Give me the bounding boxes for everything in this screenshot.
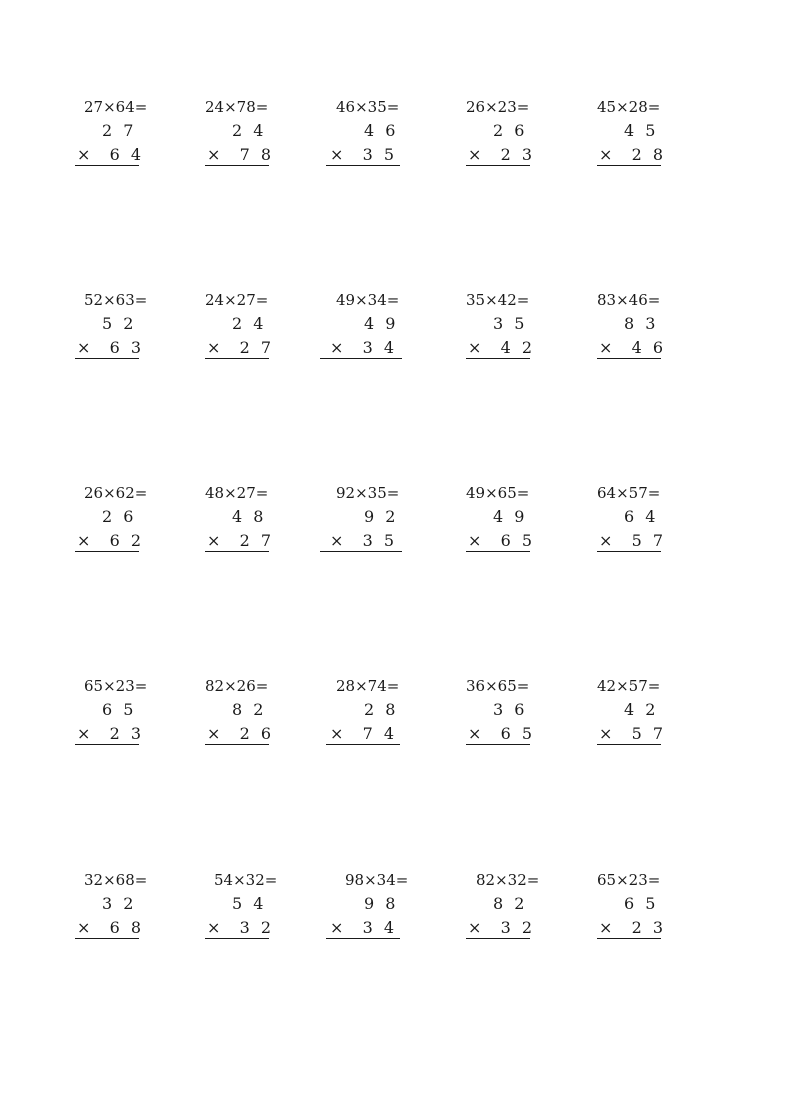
multiplier-row: × 2 7 — [207, 338, 275, 357]
problem-expression: 83×46= — [597, 291, 661, 309]
problem-expression: 54×32= — [214, 871, 278, 889]
problem-expression: 32×68= — [84, 871, 148, 889]
problem-expression: 24×78= — [205, 98, 269, 116]
multiplier-row: × 6 2 — [77, 531, 145, 550]
problem-item — [597, 484, 707, 554]
multiplier-row: × 2 8 — [599, 145, 667, 164]
problem-expression: 49×65= — [466, 484, 530, 502]
multiplier-row: × 2 3 — [468, 145, 536, 164]
multiplier-row: × 2 3 — [599, 918, 667, 937]
multiplier-row: × 3 4 — [326, 919, 400, 939]
multiplicand: 2 7 — [102, 121, 137, 140]
problem-item — [205, 677, 315, 747]
multiplier-row: × 6 5 — [468, 724, 536, 743]
multiplicand: 2 6 — [102, 507, 137, 526]
problem-item — [466, 871, 576, 941]
problem-item — [75, 871, 185, 941]
multiplier-row: × 6 3 — [77, 338, 145, 357]
multiplicand: 6 4 — [624, 507, 659, 526]
problem-item — [326, 291, 436, 361]
multiplicand: 3 2 — [102, 894, 137, 913]
multiplier-row: × 2 3 — [77, 724, 145, 743]
problem-expression: 24×27= — [205, 291, 269, 309]
problem-expression: 26×23= — [466, 98, 530, 116]
problem-item — [75, 484, 185, 554]
problem-item — [326, 484, 436, 554]
multiplicand: 8 3 — [624, 314, 659, 333]
problem-item — [205, 291, 315, 361]
multiplier-row: × 3 5 — [320, 532, 402, 552]
problem-item — [205, 871, 315, 941]
problem-expression: 42×57= — [597, 677, 661, 695]
problem-item — [597, 871, 707, 941]
problem-expression: 98×34= — [345, 871, 409, 889]
problem-item — [466, 291, 576, 361]
multiplicand: 8 2 — [493, 894, 528, 913]
multiplicand: 9 2 — [364, 507, 399, 526]
multiplier-row: × 5 7 — [599, 531, 667, 550]
multiplier-row: × 4 2 — [468, 338, 536, 357]
problem-item — [597, 291, 707, 361]
problem-item — [75, 98, 185, 168]
problem-expression: 46×35= — [336, 98, 400, 116]
multiplier-row: × 2 7 — [207, 531, 275, 550]
problem-expression: 35×42= — [466, 291, 530, 309]
multiplicand: 3 5 — [493, 314, 528, 333]
problem-expression: 92×35= — [336, 484, 400, 502]
multiplicand: 5 2 — [102, 314, 137, 333]
problem-expression: 45×28= — [597, 98, 661, 116]
problem-expression: 27×64= — [84, 98, 148, 116]
problem-expression: 49×34= — [336, 291, 400, 309]
problem-item — [205, 98, 315, 168]
problem-expression: 65×23= — [84, 677, 148, 695]
problem-item — [326, 677, 436, 747]
problem-item — [597, 98, 707, 168]
multiplier-row: × 3 5 — [326, 146, 400, 166]
problem-item — [326, 98, 436, 168]
problem-item — [326, 871, 436, 941]
multiplier-row: × 5 7 — [599, 724, 667, 743]
multiplier-row: × 4 6 — [599, 338, 667, 357]
multiplier-row: × 2 6 — [207, 724, 275, 743]
multiplicand: 2 6 — [493, 121, 528, 140]
problem-expression: 48×27= — [205, 484, 269, 502]
problem-item — [205, 484, 315, 554]
multiplier-row: × 6 4 — [77, 145, 145, 164]
problem-expression: 82×32= — [476, 871, 540, 889]
multiplier-row: × 6 5 — [468, 531, 536, 550]
multiplier-row: × 7 4 — [326, 725, 400, 745]
multiplier-row: × 6 8 — [77, 918, 145, 937]
multiplicand: 2 4 — [232, 314, 267, 333]
multiplicand: 4 8 — [232, 507, 267, 526]
multiplicand: 2 8 — [364, 700, 399, 719]
multiplier-row: × 7 8 — [207, 145, 275, 164]
multiplicand: 4 9 — [364, 314, 399, 333]
multiplicand: 6 5 — [624, 894, 659, 913]
problem-item — [75, 677, 185, 747]
multiplicand: 6 5 — [102, 700, 137, 719]
multiplicand: 4 2 — [624, 700, 659, 719]
problem-item — [466, 484, 576, 554]
multiplier-row: × 3 4 — [320, 339, 402, 359]
multiplicand: 5 4 — [232, 894, 267, 913]
multiplicand: 4 5 — [624, 121, 659, 140]
multiplicand: 9 8 — [364, 894, 399, 913]
multiplier-row: × 3 2 — [468, 918, 536, 937]
problem-expression: 28×74= — [336, 677, 400, 695]
multiplicand: 4 6 — [364, 121, 399, 140]
problem-expression: 26×62= — [84, 484, 148, 502]
problem-expression: 82×26= — [205, 677, 269, 695]
multiplicand: 2 4 — [232, 121, 267, 140]
multiplicand: 4 9 — [493, 507, 528, 526]
problem-item — [466, 677, 576, 747]
problem-item — [597, 677, 707, 747]
problem-expression: 64×57= — [597, 484, 661, 502]
problem-expression: 52×63= — [84, 291, 148, 309]
multiplier-row: × 3 2 — [207, 918, 275, 937]
problem-item — [75, 291, 185, 361]
problem-expression: 36×65= — [466, 677, 530, 695]
problem-expression: 65×23= — [597, 871, 661, 889]
multiplicand: 3 6 — [493, 700, 528, 719]
multiplicand: 8 2 — [232, 700, 267, 719]
problem-item — [466, 98, 576, 168]
